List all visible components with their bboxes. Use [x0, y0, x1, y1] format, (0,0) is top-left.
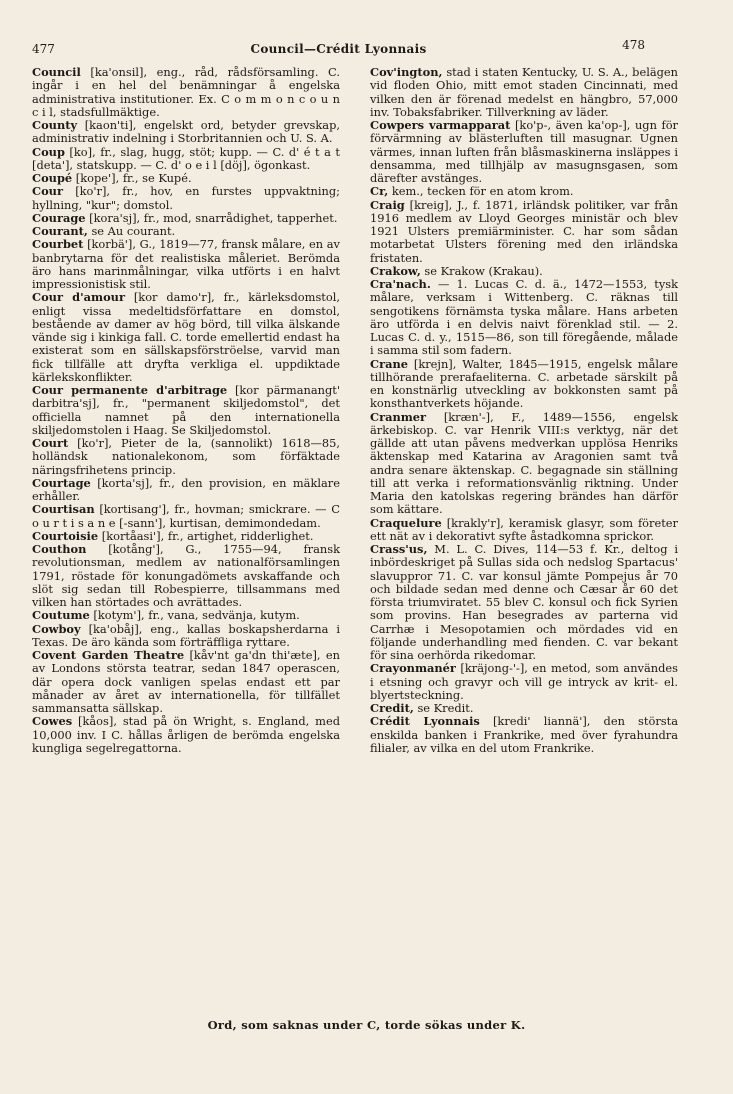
dictionary-entry	[370, 199, 678, 265]
entry-headword: Crane	[370, 356, 408, 371]
entry-headword: Couthon	[32, 542, 87, 556]
entry-headword: County	[32, 118, 78, 132]
entry-headword: Cowboy	[32, 621, 81, 636]
right-column	[370, 66, 678, 755]
entry-headword: Cr,	[370, 184, 389, 199]
dictionary-entry	[32, 66, 340, 119]
entry-definition: [kåv'nt ga'dn thi'æte], en av Londons största teatrar, sedan 1847 operascen, där opera dock vanligen spelas endast ett par månader av året av internationella, för tillfället sammansatta sällskap.	[32, 648, 340, 715]
entry-definition: se Kredit.	[413, 701, 474, 715]
entry-definition: se Au courant.	[87, 224, 176, 238]
dictionary-entry	[370, 411, 678, 517]
entry-definition: [kåos], stad på ön Wright, s. England, med 10,000 inv. I C. hållas årligen de berömda engelska kungliga segelregattorna.	[32, 714, 340, 755]
entry-definition: [ka'onsil], eng., råd, rådsförsamling. C. ingår i en hel del benämningar å engelska administrativa institutioner. Ex. C o m m o n c o u n c i l, stadsfullmäktige.	[32, 65, 340, 119]
entry-definition: [kortisang'], fr., hovman; smickrare. — C o u r t i s a n e [-sann'], kurtisan, demimondedam.	[32, 502, 340, 530]
entry-headword: Courtisan	[32, 502, 95, 517]
entry-definition: [krakly'r], keramisk glasyr, som företer ett nät av i dekorativt syfte åstadkomna sprickor.	[370, 515, 678, 543]
dictionary-entry	[370, 517, 678, 544]
entry-definition: [kora'sj], fr., mod, snarrådighet, tapperhet.	[85, 210, 338, 225]
entry-headword: Credit,	[370, 701, 414, 715]
dictionary-entry	[370, 185, 678, 198]
page-number-right: 478	[622, 38, 645, 52]
page-footer-note: Ord, som saknas under C, torde sökas under K.	[207, 1018, 526, 1032]
entry-headword: Courage	[32, 210, 86, 225]
entry-headword: Cour	[32, 184, 63, 199]
entry-headword: Coupé	[32, 171, 73, 185]
entry-definition: [kor pärmanangt' darbitra'sj], fr., "permanent skiljedomstol", det officiella namnet på den internationella skiljedomstolen i Haag. Se Skiljedomstol.	[32, 383, 340, 437]
entry-headword: Cranmer	[370, 409, 427, 424]
entry-definition: [kotym'], fr., vana, sedvänja, kutym.	[89, 608, 300, 623]
entry-headword: Courtage	[32, 475, 91, 490]
entry-headword: Cour permanente d'arbitrage	[32, 383, 228, 397]
entry-headword: Covent Garden Theatre	[32, 648, 185, 662]
page-number-left: 477	[32, 42, 55, 56]
dictionary-entry	[32, 715, 340, 755]
dictionary-entry	[32, 291, 340, 384]
dictionary-entry	[32, 623, 340, 650]
entry-definition: [ko], fr., slag, hugg, stöt; kupp. — C. d' é t a t [deta'], statskupp. — C. d' o e i l [döj], ögonkast.	[32, 144, 340, 172]
dictionary-entry	[32, 543, 340, 609]
entry-definition: [kotång'], G., 1755—94, fransk revolutionsman, medlem av nationalförsamlingen 1791, röstade för konungadömets avskaffande och slöt sig sedan till Robespierre, tillsammans med vilken han störtades och avrättades.	[32, 542, 340, 609]
entry-headword: Coutume	[32, 608, 90, 623]
dictionary-entry	[32, 384, 340, 437]
entry-definition: [kräjong-'-], en metod, som användes i etsning och gravyr och vill ge intryck av krit- el. blyertsteckning.	[370, 661, 678, 702]
dictionary-entry	[32, 503, 340, 530]
entry-headword: Crass'us,	[370, 542, 428, 556]
entry-headword: Cowpers varmapparat	[370, 118, 511, 132]
entry-definition: [krejn], Walter, 1845—1915, engelsk målare tillhörande prerafaeliterna. C. arbetade särskilt på en konstnärlig utveckling av bokkonsten samt på konsthantverkets höjande.	[370, 356, 678, 411]
dictionary-entry	[370, 278, 678, 358]
entry-definition: M. L. C. Dives, 114—53 f. Kr., deltog i inbördeskriget på Sullas sida och nedslog Spartacus' slavuppror 71. C. var konsul jämte Pompejus år 70 och bildade sedan med denne och Cæsar år 60 det första triumviratet. 55 blev C. konsul och fick Syrien som provins. Han besegrades av parterna vid Carrhæ i Mesopotamien och mördades vid en följande underhandling med fienden. C. var bekant för sina oerhörda rikedomar.	[370, 542, 678, 662]
dictionary-entry	[32, 146, 340, 173]
entry-headword: Courbet	[32, 237, 84, 252]
entry-definition: [ko'r], fr., hov, en furstes uppvaktning; hyllning, "kur"; domstol.	[32, 184, 340, 212]
entry-headword: Courant,	[32, 224, 88, 238]
dictionary-entry	[32, 119, 340, 146]
entry-definition: stad i staten Kentucky, U. S. A., belägen vid floden Ohio, mitt emot staden Cincinnati, med vilken den är förenad medelst en hängbro, 57,000 inv. Tobaksfabriker. Tillverkning av läder.	[370, 65, 678, 119]
dictionary-entry	[370, 543, 678, 662]
dictionary-entry	[32, 530, 340, 543]
entry-headword: Crédit Lyonnais	[370, 714, 480, 729]
dictionary-entry	[32, 238, 340, 291]
entry-definition: [korta'sj], fr., den provision, en mäklare erhåller.	[32, 475, 340, 503]
entry-definition: [kope'], fr., se Kupé.	[72, 171, 192, 185]
left-column	[32, 66, 340, 755]
entry-headword: Craquelure	[370, 515, 442, 530]
entry-definition: [ko'p-, även ka'op-], ugn för förvärmning av blästerluften till masugnar. Ugnen värmes, innan luften från blåsmaskinerna insläppes i densamma, med tillhjälp av masugnsgasen, som därefter avstänges.	[370, 118, 679, 185]
entry-definition: [kreig], J., f. 1871, irländsk politiker, var från 1916 medlem av Lloyd Georges ministär och blev 1921 Ulsters premiärminister. C. har som sådan motarbetat Ulsters förening med den irländska fristaten.	[370, 197, 678, 265]
dictionary-entry	[32, 212, 340, 225]
entry-headword: Craig	[370, 197, 405, 212]
entry-definition: kem., tecken för en atom krom.	[388, 184, 574, 199]
entry-definition: [kredi' liannä'], den största enskilda banken i Frankrike, med över fyrahundra filialer, av vilka en del utom Frankrike.	[370, 714, 678, 755]
dictionary-entry	[32, 649, 340, 715]
dictionary-entry	[370, 662, 678, 702]
entry-headword: Court	[32, 436, 69, 450]
entry-definition: se Krakow (Krakau).	[420, 263, 543, 278]
entry-definition: [korbä'], G., 1819—77, fransk målare, en av banbrytarna för det realistiska måleriet. Berömda äro hans marinmålningar, vilka utförts i en halvt impressionistisk stil.	[32, 237, 340, 291]
dictionary-entry	[32, 477, 340, 504]
page-header	[32, 38, 645, 58]
entry-definition: [kortåasi'], fr., artighet, ridderlighet.	[98, 528, 314, 543]
entry-definition: [kaon'ti], engelskt ord, betyder grevskap, administrativ indelning i Storbritannien och U. S. A.	[32, 118, 340, 146]
dictionary-entry	[370, 702, 678, 715]
entry-headword: Cour d'amour	[32, 290, 125, 305]
dictionary-entry	[370, 265, 678, 278]
dictionary-entry	[370, 119, 678, 185]
entry-headword: Cowes	[32, 714, 73, 729]
entry-headword: Crayonmanér	[370, 661, 456, 676]
dictionary-entry	[32, 185, 340, 212]
dictionary-entry	[370, 66, 678, 119]
dictionary-entry	[370, 358, 678, 411]
entry-headword: Crakow,	[370, 263, 421, 278]
dictionary-entry	[32, 225, 340, 238]
entry-definition: — 1. Lucas C. d. ä., 1472—1553, tysk målare, verksam i Wittenberg. C. räknas till sengotikens förnämsta tyska målare. Hans arbeten äro utförda i en delvis naivt förenklad stil. — 2. Lucas C. d. y., 1515—86, son till föregående, målade i samma stil som fadern.	[370, 277, 678, 358]
entry-headword: Cra'nach.	[370, 277, 431, 291]
dictionary-entry	[32, 609, 340, 622]
entry-definition: [ka'obåj], eng., kallas boskapsherdarna i Texas. De äro kända som förträffliga ryttare.	[32, 621, 340, 649]
entry-definition: [kræn'-], F., 1489—1556, engelsk ärkebiskop. C. var Henrik VIII:s verktyg, när det gällde att utan påvens medverkan upplösa Henriks äktenskap med Katarina av Aragonien samt två andra senare äktenskap. C. begagnade sin ställning till att verka i reformationsvänlig riktning. Under Maria den katolskas regering brändes han därför som kättare.	[370, 409, 678, 517]
dictionary-entry	[32, 437, 340, 477]
entry-headword: Council	[32, 65, 81, 79]
entry-definition: [ko'r], Pieter de la, (sannolikt) 1618—85, holländsk nationalekonom, som förfäktade näringsfrihetens princip.	[32, 436, 340, 477]
running-title: Council—Crédit Lyonnais	[250, 42, 427, 56]
entry-headword: Courtoisie	[32, 528, 99, 543]
entry-definition: [kor damo'r], fr., kärleksdomstol, enligt vissa medeltidsförfattare en domstol, bestående av damer av hög börd, till vilka älskande vände sig i kinkiga fall. C. torde emellertid endast ha existerat som en sällskapsförströelse, varvid man fick tillfälle att dryfta verkliga el. uppdiktade kärlekskonflikter.	[32, 290, 340, 384]
entry-headword: Coup	[32, 144, 65, 159]
dictionary-entry	[32, 172, 340, 185]
dictionary-entry	[370, 715, 678, 755]
entry-headword: Cov'ington,	[370, 65, 443, 79]
